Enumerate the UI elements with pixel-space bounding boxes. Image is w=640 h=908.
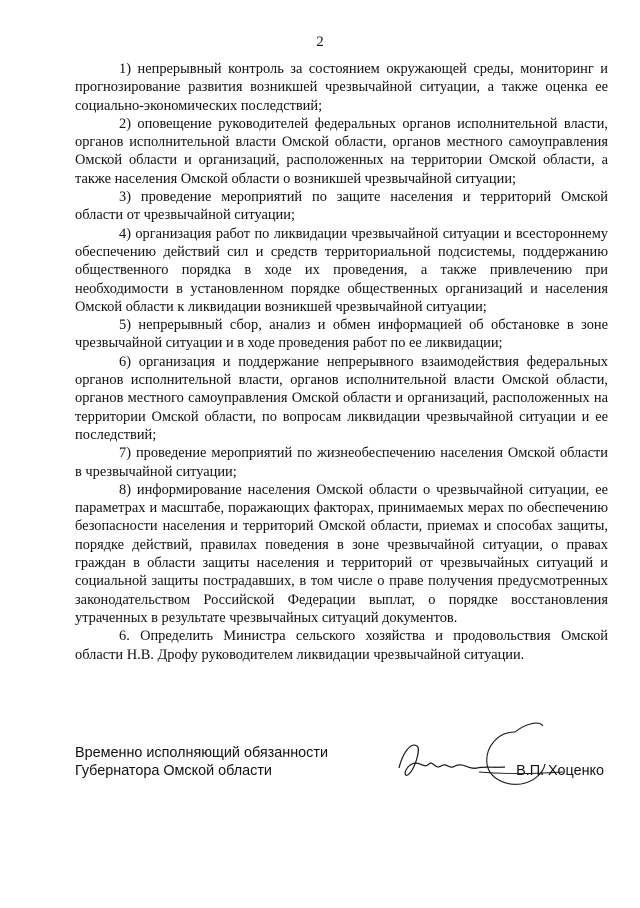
page-number: 2: [316, 34, 324, 50]
paragraph-item-1: 1) непрерывный контроль за состоянием окружающей среды, мониторинг и прогнозирование развития возникшей чрезвычайной ситуации, а также оценка ее социально-экономических последствий;: [75, 61, 608, 114]
document-body: [75, 60, 608, 664]
paragraph-item-3: 3) проведение мероприятий по защите населения и территорий Омской области от чрезвычайной ситуации;: [75, 189, 608, 224]
signer-position: [75, 744, 328, 781]
paragraph-item-2: 2) оповещение руководителей федеральных органов исполнительной власти, органов исполнительной власти Омской области, органов местного самоуправления Омской области и организаций, расположенных на территории Омской области, а также населения Омской области о возникшей чрезвычайной ситуации;: [75, 115, 608, 187]
handwritten-signature-icon: [393, 712, 593, 792]
paragraph-item-4: 4) организация работ по ликвидации чрезвычайной ситуации и всестороннему обеспечению действий сил и средств территориальной подсистемы, поддержанию общественного порядка в ходе их проведения, а также привлечению при необходимости в установленном порядке общественных организаций и населения Омской области к ликвидации возникшей чрезвычайной ситуации;: [75, 225, 608, 315]
paragraph-item-7: 7) проведение мероприятий по жизнеобеспечению населения Омской области в чрезвычайной ситуации;: [75, 445, 608, 480]
paragraph-clause-6: 6. Определить Министра сельского хозяйства и продовольствия Омской области Н.В. Дрофу руководителем ликвидации чрезвычайной ситуации.: [75, 628, 608, 663]
paragraph-item-6: 6) организация и поддержание непрерывного взаимодействия федеральных органов исполнительной власти, органов исполнительной власти Омской области, органов местного самоуправления Омской области и организаций, расположенных на территории Омской области, по вопросам ликвидации чрезвычайной ситуации и ее последствий;: [75, 353, 608, 443]
paragraph-item-8: 8) информирование населения Омской области о чрезвычайной ситуации, ее параметрах и масштабе, поражающих факторах, принимаемых мерах по обеспечению безопасности населения и территорий Омской области, приемах и способах защиты, порядке действий, правилах поведения в зоне чрезвычайной ситуации, о правах граждан в области защиты населения и территорий от чрезвычайных ситуаций и социальной защиты пострадавших, в том числе о праве получения предусмотренных законодательством Российской Федерации выплат, о порядке восстановления утраченных в результате чрезвычайных ситуаций документов.: [75, 481, 608, 626]
signer-name: В.П. Хоценко: [516, 763, 604, 779]
signer-position-line-1: Временно исполняющий обязанности: [75, 745, 329, 761]
signer-position-line-2: Губернатора Омской области: [75, 763, 272, 780]
paragraph-item-5: 5) непрерывный сбор, анализ и обмен информацией об обстановке в зоне чрезвычайной ситуации и в ходе проведения работ по ее ликвидации;: [75, 317, 608, 352]
